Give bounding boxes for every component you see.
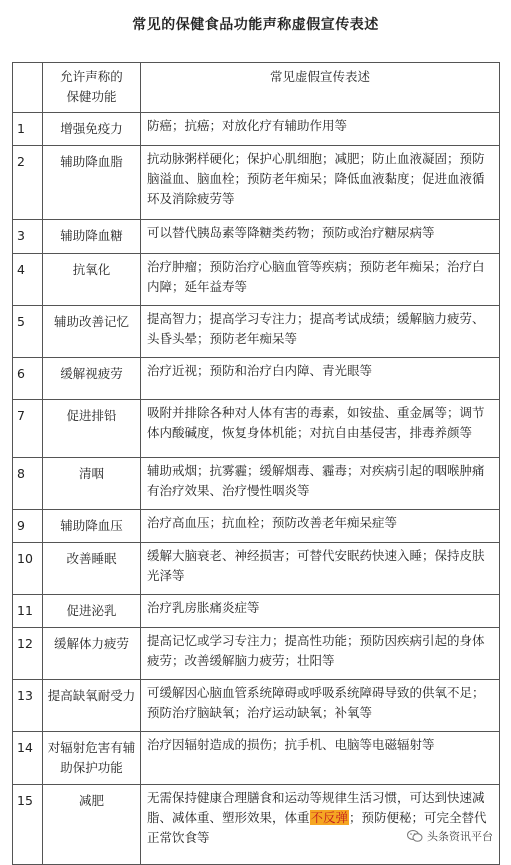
table-row [13, 628, 500, 680]
row-claims: 提高智力；提高学习专注力；提高考试成绩；缓解脑力疲劳、头昏头晕；预防老年痴呆等 [141, 306, 500, 358]
table-row [13, 732, 500, 785]
row-function: 对辐射危害有辅助保护功能 [43, 732, 141, 785]
row-claims [141, 785, 500, 865]
highlighted-claim: 不反弹 [310, 810, 349, 825]
row-claims: 提高记忆或学习专注力；提高性功能；预防因疾病引起的身体疲劳；改善缓解脑力疲劳；壮阳等 [141, 628, 500, 680]
row-function: 缓解体力疲劳 [43, 628, 141, 680]
row-number: 9 [13, 510, 43, 543]
row-claims: 治疗乳房胀痛炎症等 [141, 595, 500, 628]
row-number: 13 [13, 680, 43, 732]
row-function: 缓解视疲劳 [43, 358, 141, 400]
row-claims: 抗动脉粥样硬化；保护心肌细胞；减肥；防止血液凝固；预防脑溢血、脑血栓；预防老年痴呆；降低血液黏度；促进血液循环及消除疲劳等 [141, 146, 500, 220]
table-row [13, 785, 500, 865]
row-claims: 吸附并排除各种对人体有害的毒素，如铵盐、重金属等；调节体内酸碱度，恢复身体机能；对抗自由基侵害，排毒养颜等 [141, 400, 500, 458]
row-function: 辅助改善记忆 [43, 306, 141, 358]
claims-table [12, 62, 500, 865]
row-function: 增强免疫力 [43, 113, 141, 146]
row-function: 清咽 [43, 458, 141, 510]
header-claims: 常见虚假宣传表述 [141, 63, 500, 113]
row-function: 抗氧化 [43, 254, 141, 306]
row-number: 2 [13, 146, 43, 220]
row-number: 14 [13, 732, 43, 785]
row-number: 15 [13, 785, 43, 865]
row-number: 6 [13, 358, 43, 400]
row-function: 改善睡眠 [43, 543, 141, 595]
row-number: 7 [13, 400, 43, 458]
row-number: 1 [13, 113, 43, 146]
table-row [13, 306, 500, 358]
table-row [13, 595, 500, 628]
table-row [13, 113, 500, 146]
header-num [13, 63, 43, 113]
row-claims: 治疗因辐射造成的损伤；抗手机、电脑等电磁辐射等 [141, 732, 500, 785]
row-number: 10 [13, 543, 43, 595]
table-header-row [13, 63, 500, 113]
row-claims: 可以替代胰岛素等降糖类药物；预防或治疗糖尿病等 [141, 220, 500, 254]
table-row [13, 254, 500, 306]
row-number: 12 [13, 628, 43, 680]
row-claims: 治疗高血压；抗血栓；预防改善老年痴呆症等 [141, 510, 500, 543]
row-function: 促进排铅 [43, 400, 141, 458]
row-function: 提高缺氧耐受力 [43, 680, 141, 732]
row-claims: 缓解大脑衰老、神经损害；可替代安眠药快速入睡；保持皮肤光泽等 [141, 543, 500, 595]
row-number: 8 [13, 458, 43, 510]
header-function: 允许声称的 保健功能 [43, 63, 141, 113]
table-row [13, 680, 500, 732]
table-row [13, 458, 500, 510]
row-function: 辅助降血糖 [43, 220, 141, 254]
row-number: 11 [13, 595, 43, 628]
row-number: 3 [13, 220, 43, 254]
watermark [403, 826, 497, 846]
row-claims: 防癌；抗癌；对放化疗有辅助作用等 [141, 113, 500, 146]
row-function: 减肥 [43, 785, 141, 865]
claims-text-pre: 无需保持健康合理膳食和运动等规律生活习惯，可达到快速减脂、减体重、塑形效果，体重 [147, 790, 485, 825]
table-row [13, 358, 500, 400]
table-row [13, 220, 500, 254]
row-number: 4 [13, 254, 43, 306]
row-function: 辅助降血脂 [43, 146, 141, 220]
table-row [13, 146, 500, 220]
row-function: 促进泌乳 [43, 595, 141, 628]
table-row [13, 543, 500, 595]
row-claims: 治疗肿瘤；预防治疗心脑血管等疾病；预防老年痴呆；治疗白内障；延年益寿等 [141, 254, 500, 306]
row-claims: 治疗近视；预防和治疗白内障、青光眼等 [141, 358, 500, 400]
table-row [13, 510, 500, 543]
row-function: 辅助降血压 [43, 510, 141, 543]
row-number: 5 [13, 306, 43, 358]
claims-text-post: ；预防便秘；可完全替代正常饮食等 [147, 810, 487, 845]
wechat-chat-icon [407, 829, 423, 843]
row-claims: 辅助戒烟；抗雾霾；缓解烟毒、霾毒；对疾病引起的咽喉肿痛有治疗效果、治疗慢性咽炎等 [141, 458, 500, 510]
table-row [13, 400, 500, 458]
watermark-text: 头条资讯平台 [427, 830, 493, 843]
row-claims: 可缓解因心脑血管系统障碍或呼吸系统障碍导致的供氧不足；预防治疗脑缺氧；治疗运动缺氧；补氧等 [141, 680, 500, 732]
page-title: 常见的保健食品功能声称虚假宣传表述 [132, 17, 379, 33]
